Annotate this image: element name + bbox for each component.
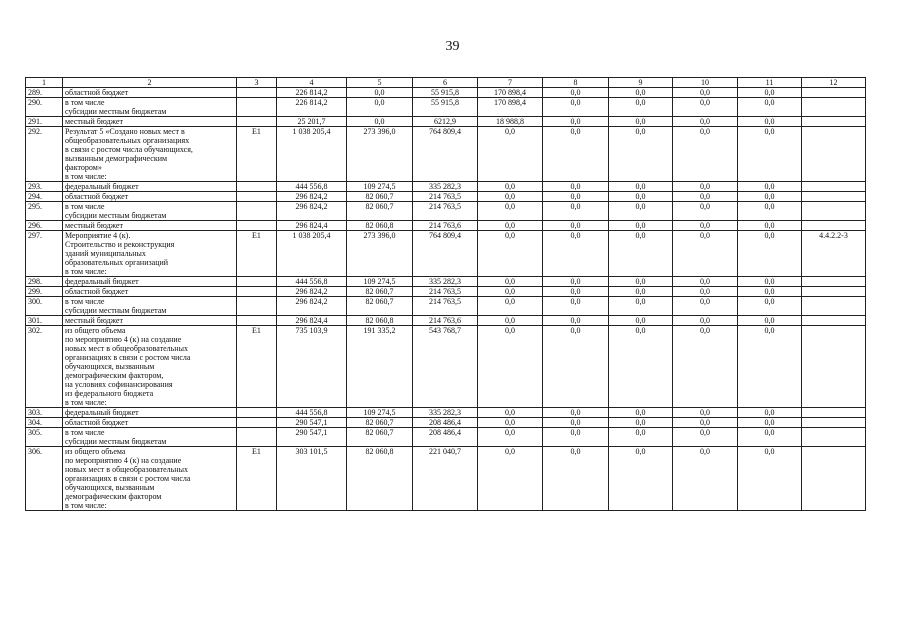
value-cell: 208 486,4 — [413, 418, 478, 428]
value-cell: 55 915,8 — [413, 88, 478, 98]
value-cell: 444 556,8 — [277, 277, 347, 287]
value-cell: 0,0 — [478, 447, 543, 511]
value-cell: 18 988,8 — [478, 117, 543, 127]
value-cell: 0,0 — [609, 428, 673, 447]
column-header: 5 — [347, 78, 413, 88]
value-cell: 0,0 — [478, 221, 543, 231]
row-code-cell — [237, 277, 277, 287]
row-reference-cell — [802, 192, 866, 202]
value-cell: 0,0 — [738, 297, 802, 316]
column-header: 11 — [738, 78, 802, 88]
value-cell: 0,0 — [738, 287, 802, 297]
value-cell: 0,0 — [609, 287, 673, 297]
table-row — [26, 297, 866, 316]
table-row — [26, 408, 866, 418]
value-cell: 335 282,3 — [413, 277, 478, 287]
value-cell: 335 282,3 — [413, 182, 478, 192]
value-cell: 0,0 — [738, 231, 802, 277]
value-cell: 0,0 — [738, 316, 802, 326]
value-cell: 0,0 — [738, 428, 802, 447]
row-name-cell: в том числе субсидии местным бюджетам — [63, 98, 237, 117]
value-cell: 335 282,3 — [413, 408, 478, 418]
column-header: 9 — [609, 78, 673, 88]
value-cell: 0,0 — [478, 316, 543, 326]
value-cell: 214 763,5 — [413, 202, 478, 221]
table-row — [26, 418, 866, 428]
table-row — [26, 221, 866, 231]
value-cell: 0,0 — [543, 287, 609, 297]
value-cell: 0,0 — [738, 277, 802, 287]
value-cell: 0,0 — [738, 182, 802, 192]
value-cell: 0,0 — [478, 231, 543, 277]
value-cell: 221 040,7 — [413, 447, 478, 511]
row-reference-cell — [802, 408, 866, 418]
value-cell: 0,0 — [478, 428, 543, 447]
row-name-cell: Мероприятие 4 (к). Строительство и реконструкция зданий муниципальных образовательных организаций в том числе: — [63, 231, 237, 277]
value-cell: 0,0 — [543, 408, 609, 418]
value-cell: 0,0 — [673, 326, 738, 408]
value-cell: 0,0 — [609, 117, 673, 127]
row-name-cell: в том числе субсидии местным бюджетам — [63, 202, 237, 221]
value-cell: 0,0 — [673, 182, 738, 192]
value-cell: 208 486,4 — [413, 428, 478, 447]
row-code-cell — [237, 192, 277, 202]
value-cell: 296 824,4 — [277, 221, 347, 231]
row-reference-cell — [802, 182, 866, 192]
row-number-cell: 296. — [26, 221, 63, 231]
row-number-cell: 303. — [26, 408, 63, 418]
value-cell: 0,0 — [609, 182, 673, 192]
row-code-cell — [237, 98, 277, 117]
value-cell: 170 898,4 — [478, 98, 543, 117]
value-cell: 0,0 — [478, 418, 543, 428]
value-cell: 109 274,5 — [347, 182, 413, 192]
row-reference-cell — [802, 127, 866, 182]
row-number-cell: 298. — [26, 277, 63, 287]
value-cell: 0,0 — [673, 88, 738, 98]
row-name-cell: федеральный бюджет — [63, 182, 237, 192]
value-cell: 82 060,7 — [347, 192, 413, 202]
value-cell: 0,0 — [609, 316, 673, 326]
value-cell: 0,0 — [543, 88, 609, 98]
row-code-cell — [237, 88, 277, 98]
row-reference-cell — [802, 326, 866, 408]
row-code-cell — [237, 297, 277, 316]
row-name-cell: Результат 5 «Создано новых мест в общеобразовательных организациях в связи с ростом числа обучающихся, вызванным демографическим фактором» в том числе: — [63, 127, 237, 182]
row-reference-cell — [802, 88, 866, 98]
value-cell: 0,0 — [609, 418, 673, 428]
value-cell: 6212,9 — [413, 117, 478, 127]
value-cell: 0,0 — [478, 127, 543, 182]
value-cell: 82 060,8 — [347, 316, 413, 326]
table-row — [26, 182, 866, 192]
value-cell: 303 101,5 — [277, 447, 347, 511]
value-cell: 214 763,6 — [413, 316, 478, 326]
value-cell: 0,0 — [609, 221, 673, 231]
table-row — [26, 316, 866, 326]
value-cell: 543 768,7 — [413, 326, 478, 408]
row-reference-cell — [802, 202, 866, 221]
value-cell: 0,0 — [673, 117, 738, 127]
value-cell: 0,0 — [609, 231, 673, 277]
table-row — [26, 447, 866, 511]
value-cell: 82 060,8 — [347, 447, 413, 511]
value-cell: 226 814,2 — [277, 88, 347, 98]
row-number-cell: 292. — [26, 127, 63, 182]
value-cell: 296 824,4 — [277, 316, 347, 326]
value-cell: 735 103,9 — [277, 326, 347, 408]
column-header: 3 — [237, 78, 277, 88]
value-cell: 0,0 — [543, 182, 609, 192]
value-cell: 0,0 — [673, 297, 738, 316]
value-cell: 0,0 — [543, 202, 609, 221]
value-cell: 0,0 — [673, 98, 738, 117]
value-cell: 0,0 — [673, 192, 738, 202]
value-cell: 0,0 — [738, 326, 802, 408]
value-cell: 226 814,2 — [277, 98, 347, 117]
column-header-row — [26, 78, 866, 88]
row-code-cell — [237, 408, 277, 418]
value-cell: 0,0 — [543, 297, 609, 316]
row-name-cell: в том числе субсидии местным бюджетам — [63, 297, 237, 316]
row-reference-cell — [802, 418, 866, 428]
value-cell: 0,0 — [543, 192, 609, 202]
value-cell: 1 038 205,4 — [277, 231, 347, 277]
value-cell: 0,0 — [738, 117, 802, 127]
value-cell: 82 060,7 — [347, 202, 413, 221]
row-number-cell: 293. — [26, 182, 63, 192]
value-cell: 0,0 — [738, 408, 802, 418]
row-code-cell — [237, 221, 277, 231]
value-cell: 214 763,5 — [413, 192, 478, 202]
row-reference-cell — [802, 277, 866, 287]
value-cell: 0,0 — [543, 231, 609, 277]
value-cell: 0,0 — [609, 297, 673, 316]
value-cell: 0,0 — [543, 98, 609, 117]
value-cell: 0,0 — [609, 88, 673, 98]
row-name-cell: областной бюджет — [63, 418, 237, 428]
value-cell: 55 915,8 — [413, 98, 478, 117]
row-reference-cell — [802, 221, 866, 231]
column-header: 6 — [413, 78, 478, 88]
value-cell: 0,0 — [673, 428, 738, 447]
row-code-cell — [237, 316, 277, 326]
row-reference-cell — [802, 98, 866, 117]
row-code-cell — [237, 202, 277, 221]
value-cell: 290 547,1 — [277, 428, 347, 447]
table-row — [26, 127, 866, 182]
row-code-cell — [237, 428, 277, 447]
value-cell: 0,0 — [478, 408, 543, 418]
value-cell: 0,0 — [543, 117, 609, 127]
row-name-cell: федеральный бюджет — [63, 277, 237, 287]
row-reference-cell — [802, 287, 866, 297]
table-row — [26, 326, 866, 408]
value-cell: 0,0 — [609, 98, 673, 117]
table-row — [26, 98, 866, 117]
row-name-cell: из общего объема по мероприятию 4 (к) на создание новых мест в общеобразовательных организациях в связи с ростом числа обучающихся, вызванным демографическим фактором в том числе: — [63, 447, 237, 511]
value-cell: 0,0 — [609, 447, 673, 511]
row-number-cell: 295. — [26, 202, 63, 221]
value-cell: 0,0 — [738, 418, 802, 428]
row-number-cell: 297. — [26, 231, 63, 277]
page-number: 39 — [445, 39, 460, 54]
table-row — [26, 231, 866, 277]
column-header: 8 — [543, 78, 609, 88]
value-cell: 444 556,8 — [277, 182, 347, 192]
value-cell: 0,0 — [738, 221, 802, 231]
row-number-cell: 301. — [26, 316, 63, 326]
value-cell: 0,0 — [543, 277, 609, 287]
value-cell: 0,0 — [609, 408, 673, 418]
value-cell: 1 038 205,4 — [277, 127, 347, 182]
row-name-cell: областной бюджет — [63, 287, 237, 297]
value-cell: 0,0 — [543, 326, 609, 408]
row-code-cell — [237, 182, 277, 192]
table-body — [26, 88, 866, 511]
value-cell: 296 824,2 — [277, 297, 347, 316]
value-cell: 82 060,8 — [347, 221, 413, 231]
value-cell: 444 556,8 — [277, 408, 347, 418]
value-cell: 0,0 — [738, 88, 802, 98]
row-code-cell: Е1 — [237, 127, 277, 182]
value-cell: 0,0 — [478, 202, 543, 221]
value-cell: 0,0 — [738, 202, 802, 221]
value-cell: 0,0 — [478, 326, 543, 408]
value-cell: 0,0 — [543, 221, 609, 231]
value-cell: 0,0 — [609, 192, 673, 202]
value-cell: 0,0 — [609, 326, 673, 408]
value-cell: 0,0 — [478, 287, 543, 297]
row-number-cell: 305. — [26, 428, 63, 447]
row-code-cell — [237, 418, 277, 428]
table-row — [26, 88, 866, 98]
value-cell: 25 201,7 — [277, 117, 347, 127]
row-number-cell: 300. — [26, 297, 63, 316]
value-cell: 0,0 — [478, 277, 543, 287]
row-number-cell: 299. — [26, 287, 63, 297]
value-cell: 0,0 — [478, 297, 543, 316]
column-header: 4 — [277, 78, 347, 88]
row-reference-cell — [802, 117, 866, 127]
row-number-cell: 306. — [26, 447, 63, 511]
column-header: 7 — [478, 78, 543, 88]
value-cell: 273 396,0 — [347, 231, 413, 277]
column-header: 10 — [673, 78, 738, 88]
row-code-cell — [237, 117, 277, 127]
row-reference-cell — [802, 447, 866, 511]
row-name-cell: местный бюджет — [63, 221, 237, 231]
value-cell: 0,0 — [673, 221, 738, 231]
value-cell: 764 809,4 — [413, 127, 478, 182]
column-header: 2 — [63, 78, 237, 88]
row-name-cell: местный бюджет — [63, 117, 237, 127]
value-cell: 0,0 — [673, 287, 738, 297]
value-cell: 0,0 — [478, 192, 543, 202]
row-reference-cell — [802, 428, 866, 447]
table-row — [26, 277, 866, 287]
value-cell: 0,0 — [673, 231, 738, 277]
value-cell: 0,0 — [609, 127, 673, 182]
row-name-cell: в том числе субсидии местным бюджетам — [63, 428, 237, 447]
value-cell: 0,0 — [543, 127, 609, 182]
value-cell: 290 547,1 — [277, 418, 347, 428]
value-cell: 0,0 — [609, 202, 673, 221]
row-name-cell: местный бюджет — [63, 316, 237, 326]
value-cell: 0,0 — [673, 316, 738, 326]
value-cell: 82 060,7 — [347, 418, 413, 428]
row-reference-cell: 4.4.2.2-3 — [802, 231, 866, 277]
value-cell: 0,0 — [738, 98, 802, 117]
value-cell: 82 060,7 — [347, 428, 413, 447]
value-cell: 0,0 — [738, 447, 802, 511]
value-cell: 0,0 — [478, 182, 543, 192]
value-cell: 0,0 — [543, 428, 609, 447]
row-number-cell: 289. — [26, 88, 63, 98]
value-cell: 0,0 — [738, 127, 802, 182]
value-cell: 0,0 — [673, 277, 738, 287]
value-cell: 296 824,2 — [277, 202, 347, 221]
table-row — [26, 287, 866, 297]
table-row — [26, 202, 866, 221]
column-header: 1 — [26, 78, 63, 88]
row-number-cell: 302. — [26, 326, 63, 408]
value-cell: 0,0 — [673, 408, 738, 418]
value-cell: 191 335,2 — [347, 326, 413, 408]
value-cell: 0,0 — [347, 98, 413, 117]
value-cell: 109 274,5 — [347, 408, 413, 418]
row-code-cell: Е1 — [237, 326, 277, 408]
row-name-cell: областной бюджет — [63, 192, 237, 202]
row-name-cell: областной бюджет — [63, 88, 237, 98]
table-row — [26, 192, 866, 202]
value-cell: 0,0 — [347, 88, 413, 98]
value-cell: 0,0 — [673, 418, 738, 428]
row-code-cell: Е1 — [237, 231, 277, 277]
value-cell: 0,0 — [347, 117, 413, 127]
row-name-cell: из общего объема по мероприятию 4 (к) на создание новых мест в общеобразовательных организациях в связи с ростом числа обучающихся, вызванным демографическим фактором, на условиях софинансирования из федерального бюджета в том числе: — [63, 326, 237, 408]
row-number-cell: 304. — [26, 418, 63, 428]
value-cell: 0,0 — [543, 316, 609, 326]
value-cell: 764 809,4 — [413, 231, 478, 277]
value-cell: 0,0 — [609, 277, 673, 287]
value-cell: 273 396,0 — [347, 127, 413, 182]
value-cell: 296 824,2 — [277, 192, 347, 202]
table-row — [26, 117, 866, 127]
row-number-cell: 294. — [26, 192, 63, 202]
budget-table — [25, 77, 866, 511]
value-cell: 0,0 — [673, 447, 738, 511]
row-reference-cell — [802, 297, 866, 316]
value-cell: 170 898,4 — [478, 88, 543, 98]
value-cell: 0,0 — [673, 127, 738, 182]
value-cell: 214 763,6 — [413, 221, 478, 231]
row-reference-cell — [802, 316, 866, 326]
value-cell: 214 763,5 — [413, 297, 478, 316]
value-cell: 109 274,5 — [347, 277, 413, 287]
row-number-cell: 290. — [26, 98, 63, 117]
value-cell: 0,0 — [543, 447, 609, 511]
row-code-cell — [237, 287, 277, 297]
column-header: 12 — [802, 78, 866, 88]
value-cell: 82 060,7 — [347, 287, 413, 297]
table-row — [26, 428, 866, 447]
row-code-cell: Е1 — [237, 447, 277, 511]
value-cell: 82 060,7 — [347, 297, 413, 316]
value-cell: 0,0 — [543, 418, 609, 428]
value-cell: 214 763,5 — [413, 287, 478, 297]
row-name-cell: федеральный бюджет — [63, 408, 237, 418]
value-cell: 0,0 — [738, 192, 802, 202]
row-number-cell: 291. — [26, 117, 63, 127]
value-cell: 0,0 — [673, 202, 738, 221]
value-cell: 296 824,2 — [277, 287, 347, 297]
